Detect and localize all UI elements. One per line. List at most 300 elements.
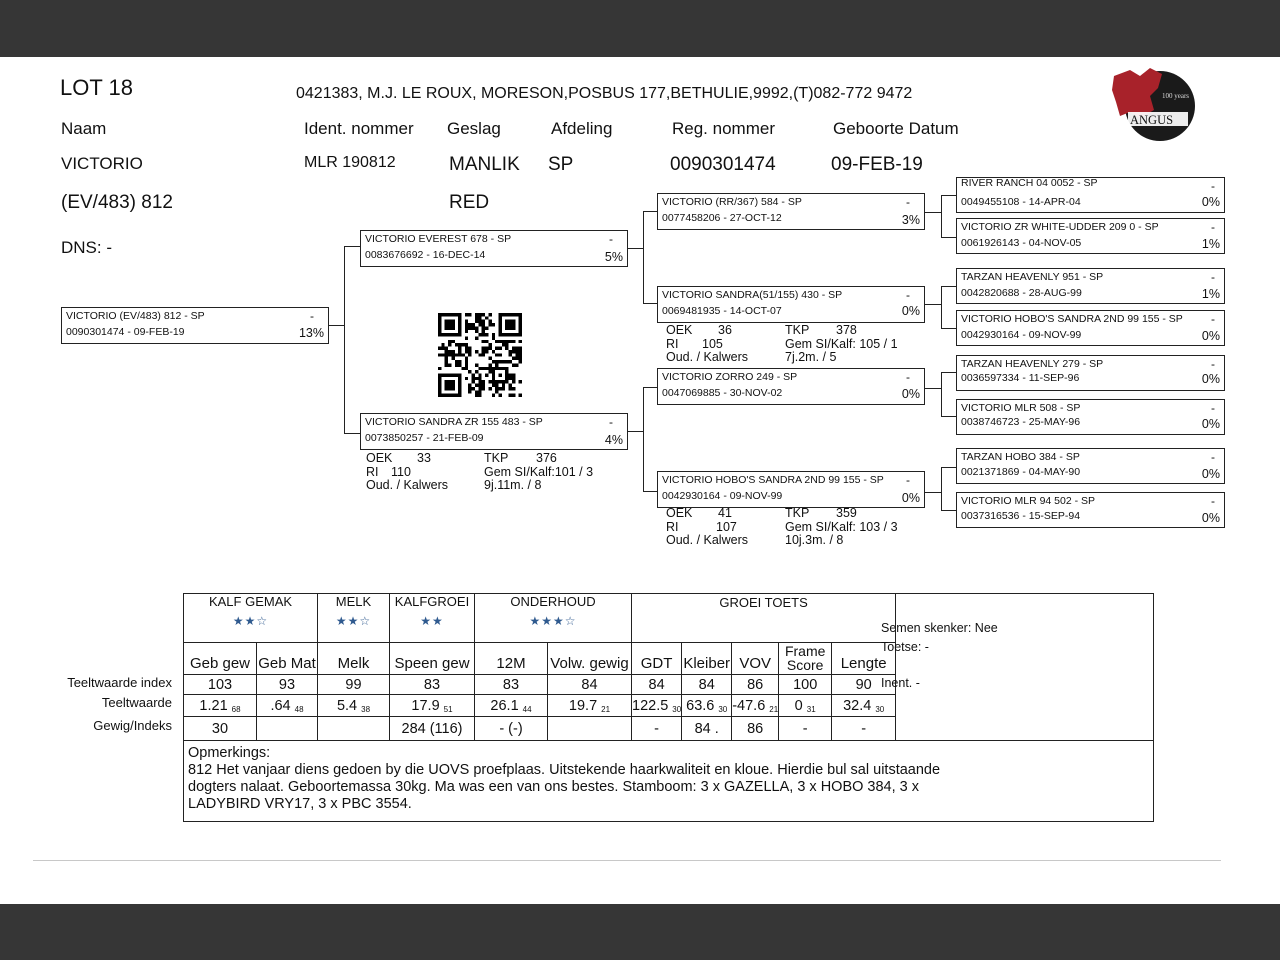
pedigree-name: VICTORIO ZORRO 249 - SP <box>662 371 798 383</box>
ri-value: 105 <box>702 336 723 351</box>
pedigree-name: RIVER RANCH 04 0052 - SP <box>961 177 1098 189</box>
qr-module <box>515 347 518 350</box>
weight-cell <box>548 717 632 741</box>
connector <box>941 510 956 511</box>
qr-module <box>465 363 468 366</box>
ebv-table <box>183 593 896 741</box>
qr-module <box>475 394 478 397</box>
qr-module <box>498 320 501 323</box>
qr-module <box>498 373 501 376</box>
pedigree-mark: - <box>1211 312 1215 326</box>
qr-module <box>498 347 501 350</box>
qr-module <box>478 384 481 387</box>
pedigree-pct: 0% <box>1201 372 1220 386</box>
qr-module <box>478 323 481 326</box>
qr-module <box>438 380 441 383</box>
qr-module <box>465 360 468 363</box>
pedigree-name: VICTORIO EVEREST 678 - SP <box>365 233 512 245</box>
qr-module <box>458 387 461 390</box>
column-header: Volw. gewig <box>548 643 632 675</box>
qr-module <box>451 394 454 397</box>
connector <box>925 212 942 213</box>
qr-module <box>458 313 461 316</box>
qr-module <box>468 370 471 373</box>
index-cell: 93 <box>257 675 318 695</box>
ebv-value: .64 <box>270 697 291 714</box>
weight-cell <box>257 717 318 741</box>
qr-module <box>458 350 461 353</box>
qr-module <box>451 333 454 336</box>
qr-module <box>445 363 448 366</box>
qr-module <box>438 384 441 387</box>
qr-module <box>451 326 454 329</box>
qr-module <box>485 333 488 336</box>
qr-module <box>495 363 498 366</box>
qr-module <box>505 313 508 316</box>
qr-module <box>472 323 475 326</box>
qr-module <box>509 350 512 353</box>
pedigree-detail: 0090301474 - 09-FEB-19 <box>66 326 185 338</box>
qr-module <box>445 333 448 336</box>
column-header: VOV <box>732 643 779 675</box>
qr-module <box>519 360 522 363</box>
qr-module <box>512 326 515 329</box>
index-cell: 83 <box>475 675 548 695</box>
qr-module <box>445 350 448 353</box>
ebv-cell <box>390 695 475 717</box>
connector <box>941 237 956 238</box>
pedigree-detail: 0049455108 - 14-APR-04 <box>961 196 1081 208</box>
pedigree-pct: 4% <box>604 433 623 447</box>
pedigree-detail: 0083676692 - 16-DEC-14 <box>365 249 486 261</box>
qr-module <box>441 353 444 356</box>
index-cell: 84 <box>632 675 682 695</box>
ebv-accuracy: 21 <box>601 704 611 714</box>
ebv-cell <box>779 695 832 717</box>
qr-module <box>458 330 461 333</box>
qr-module <box>505 333 508 336</box>
qr-module <box>478 333 481 336</box>
qr-module <box>498 340 501 343</box>
qr-module <box>509 377 512 380</box>
qr-module <box>482 380 485 383</box>
qr-module <box>495 387 498 390</box>
qr-module <box>455 373 458 376</box>
qr-module <box>468 384 471 387</box>
ebv-value: 17.9 <box>411 697 440 714</box>
qr-module <box>465 326 468 329</box>
qr-module <box>509 323 512 326</box>
qr-module <box>451 340 454 343</box>
ebv-cell <box>184 695 257 717</box>
pedigree-pct: 3% <box>901 213 920 227</box>
pedigree-mark: - <box>1211 494 1215 508</box>
qr-module <box>512 394 515 397</box>
ebv-cell <box>318 695 390 717</box>
qr-module <box>498 323 501 326</box>
pedigree-gg-8 <box>956 492 1225 528</box>
oud-value: 9j.11m. / 8 <box>484 478 542 492</box>
column-header: Geb gew <box>184 643 257 675</box>
tkp-label: TKP <box>484 451 509 465</box>
qr-module <box>478 390 481 393</box>
index-cell: 84 <box>682 675 732 695</box>
qr-module <box>468 353 471 356</box>
qr-module <box>482 387 485 390</box>
qr-module <box>451 357 454 360</box>
column-header: Lengte <box>832 643 896 675</box>
qr-module <box>498 387 501 390</box>
qr-module <box>451 384 454 387</box>
qr-module <box>445 387 448 390</box>
ebv-accuracy: 31 <box>806 704 816 714</box>
group-label: MELK <box>335 594 372 609</box>
qr-module <box>455 353 458 356</box>
qr-code[interactable] <box>436 313 524 397</box>
connector <box>344 433 360 434</box>
qr-module <box>455 343 458 346</box>
qr-module <box>509 326 512 329</box>
pedigree-mark: - <box>906 195 910 209</box>
qr-module <box>465 330 468 333</box>
pedigree-detail: 0037316536 - 15-SEP-94 <box>961 510 1081 522</box>
qr-module <box>485 373 488 376</box>
qr-module <box>482 320 485 323</box>
pedigree-pct: 1% <box>1201 287 1220 301</box>
qr-module <box>465 347 468 350</box>
qr-module <box>495 384 498 387</box>
qr-module <box>498 326 501 329</box>
qr-module <box>448 353 451 356</box>
qr-module <box>492 350 495 353</box>
label-naam: Naam <box>61 119 107 138</box>
qr-module <box>468 387 471 390</box>
connector <box>941 328 956 329</box>
connector <box>941 416 956 417</box>
pedigree-name: VICTORIO (RR/367) 584 - SP <box>662 196 802 208</box>
qr-module <box>492 373 495 376</box>
connector <box>941 195 942 238</box>
index-cell: 100 <box>779 675 832 695</box>
qr-module <box>519 353 522 356</box>
qr-module <box>472 387 475 390</box>
qr-module <box>458 353 461 356</box>
qr-module <box>509 373 512 376</box>
qr-module <box>482 326 485 329</box>
label-ident: Ident. nommer <box>304 119 414 138</box>
qr-module <box>498 333 501 336</box>
qr-module <box>498 313 501 316</box>
qr-module <box>482 323 485 326</box>
qr-module <box>502 333 505 336</box>
qr-module <box>472 380 475 383</box>
qr-module <box>451 323 454 326</box>
qr-module <box>438 367 441 370</box>
weight-cell: - <box>832 717 896 741</box>
qr-module <box>478 394 481 397</box>
qr-module <box>478 353 481 356</box>
pedigree-name: VICTORIO HOBO'S SANDRA 2ND 99 155 - SP <box>961 313 1183 325</box>
connector <box>344 246 345 434</box>
group-label: KALFGROEI <box>394 594 470 609</box>
qr-module <box>515 353 518 356</box>
qr-module <box>438 373 441 376</box>
qr-module <box>478 313 481 316</box>
qr-module <box>458 316 461 319</box>
qr-module <box>465 337 468 340</box>
qr-module <box>519 320 522 323</box>
qr-module <box>519 350 522 353</box>
sire-dam-stats <box>666 324 925 365</box>
qr-module <box>475 316 478 319</box>
qr-module <box>498 367 501 370</box>
qr-module <box>512 380 515 383</box>
qr-module <box>482 350 485 353</box>
qr-module <box>509 353 512 356</box>
pedigree-pct: 5% <box>604 250 623 264</box>
weight-cell: 30 <box>184 717 257 741</box>
label-geboorte: Geboorte Datum <box>833 119 959 138</box>
qr-module <box>438 377 441 380</box>
qr-module <box>498 394 501 397</box>
qr-module <box>455 360 458 363</box>
connector <box>925 492 942 493</box>
qr-module <box>468 347 471 350</box>
top-bar <box>0 0 1280 57</box>
qr-module <box>468 390 471 393</box>
pedigree-gg-7 <box>956 448 1225 484</box>
qr-module <box>438 330 441 333</box>
qr-module <box>502 343 505 346</box>
qr-module <box>488 323 491 326</box>
qr-module <box>509 313 512 316</box>
qr-module <box>475 390 478 393</box>
qr-module <box>478 380 481 383</box>
oek-value: 36 <box>718 323 732 337</box>
tkp-value: 376 <box>536 451 557 465</box>
qr-module <box>475 313 478 316</box>
connector <box>643 387 644 492</box>
qr-module <box>455 394 458 397</box>
oud-label: Oud. / Kalwers <box>666 533 748 547</box>
pedigree-mark: - <box>1211 357 1215 371</box>
qr-module <box>445 313 448 316</box>
remarks-text: 812 Het vanjaar diens gedoen by die UOVS proefplaas. Uitstekende haarkwaliteit en kloue. Hierdie bul sal uitstaande dogters nalaat. Geboortemassa 30kg. Ma was een van ons bestes. Stamboom: 3 x GAZELLA, 3 x HOBO 384, 3 x LADYBIRD VRY17, 3 x PBC 3554. <box>188 762 941 812</box>
star-rating: ★★☆ <box>232 614 269 628</box>
qr-module <box>438 333 441 336</box>
ri-value: 110 <box>391 464 411 479</box>
qr-module <box>465 357 468 360</box>
qr-module <box>445 357 448 360</box>
qr-module <box>482 367 485 370</box>
qr-module <box>445 384 448 387</box>
qr-module <box>478 320 481 323</box>
index-cell: 103 <box>184 675 257 695</box>
weight-cell: - <box>779 717 832 741</box>
qr-module <box>438 353 441 356</box>
pedigree-sire <box>360 230 628 267</box>
qr-module <box>455 333 458 336</box>
qr-module <box>492 337 495 340</box>
pedigree-mark: - <box>310 309 314 323</box>
pedigree-name: VICTORIO SANDRA ZR 155 483 - SP <box>365 416 543 428</box>
connector <box>329 325 345 326</box>
pedigree-mark: - <box>906 370 910 384</box>
qr-module <box>448 320 451 323</box>
qr-module <box>465 377 468 380</box>
qr-module <box>441 347 444 350</box>
group-label: KALF GEMAK <box>208 594 293 609</box>
row-label-gewig: Gewig/Indeks <box>93 718 172 733</box>
label-reg: Reg. nommer <box>672 119 775 138</box>
pedigree-pct: 0% <box>1201 417 1220 431</box>
qr-module <box>448 343 451 346</box>
pedigree-mark: - <box>1211 179 1215 193</box>
tkp-value: 359 <box>836 506 857 520</box>
pedigree-mark: - <box>906 473 910 487</box>
pedigree-dam-sire <box>657 368 925 405</box>
qr-module <box>462 367 465 370</box>
column-header: Geb Mat <box>257 643 318 675</box>
oek-label: OEK <box>666 506 693 520</box>
star-rating: ★★ <box>420 614 444 628</box>
qr-module <box>465 320 468 323</box>
qr-module <box>448 326 451 329</box>
qr-module <box>478 387 481 390</box>
ebv-cell <box>548 695 632 717</box>
pedigree-name: VICTORIO ZR WHITE-UDDER 209 0 - SP <box>961 221 1159 233</box>
oud-label: Oud. / Kalwers <box>366 478 448 492</box>
qr-module <box>438 316 441 319</box>
group-label: GROEI TOETS <box>719 595 808 610</box>
qr-module <box>509 394 512 397</box>
pedigree-mark: - <box>609 415 613 429</box>
qr-module <box>519 330 522 333</box>
qr-module <box>505 367 508 370</box>
ebv-cell <box>732 695 779 717</box>
qr-module <box>502 387 505 390</box>
ebv-value: 1.21 <box>199 697 228 714</box>
qr-module <box>488 370 491 373</box>
ebv-cell <box>632 695 682 717</box>
qr-module <box>441 333 444 336</box>
ebv-cell <box>475 695 548 717</box>
qr-module <box>475 320 478 323</box>
qr-module <box>488 380 491 383</box>
qr-module <box>512 387 515 390</box>
qr-module <box>495 367 498 370</box>
qr-module <box>475 363 478 366</box>
qr-module <box>458 377 461 380</box>
qr-module <box>512 373 515 376</box>
pedigree-detail: 0042820688 - 28-AUG-99 <box>961 287 1082 299</box>
qr-module <box>472 373 475 376</box>
connector <box>941 195 956 196</box>
qr-module <box>512 350 515 353</box>
pedigree-mark: - <box>1211 401 1215 415</box>
qr-module <box>495 360 498 363</box>
qr-module <box>502 360 505 363</box>
qr-module <box>465 350 468 353</box>
weight-cell: 84 . <box>682 717 732 741</box>
pedigree-name: VICTORIO (EV/483) 812 - SP <box>66 310 205 322</box>
qr-module <box>519 313 522 316</box>
qr-module <box>509 333 512 336</box>
connector <box>643 303 657 304</box>
gem-value: Gem SI/Kalf: 105 / 1 <box>785 336 898 351</box>
qr-module <box>512 340 515 343</box>
tkp-label: TKP <box>785 506 810 520</box>
qr-module <box>455 313 458 316</box>
connector <box>941 286 942 329</box>
qr-module <box>438 320 441 323</box>
ebv-value: 5.4 <box>336 697 358 714</box>
qr-module <box>502 380 505 383</box>
qr-module <box>512 347 515 350</box>
qr-module <box>498 316 501 319</box>
qr-module <box>505 323 508 326</box>
connector <box>643 211 657 212</box>
ri-label: RI <box>366 464 379 479</box>
column-header: Kleiber <box>682 643 732 675</box>
pedigree-detail: 0036597334 - 11-SEP-96 <box>961 372 1080 384</box>
qr-module <box>475 377 478 380</box>
qr-module <box>512 357 515 360</box>
weight-cell: - (-) <box>475 717 548 741</box>
qr-module <box>509 340 512 343</box>
owner-line: 0421383, M.J. LE ROUX, MORESON,POSBUS 177,BETHULIE,9992,(T)082-772 9472 <box>296 85 913 102</box>
qr-module <box>515 313 518 316</box>
qr-module <box>451 387 454 390</box>
qr-module <box>502 313 505 316</box>
qr-module <box>448 333 451 336</box>
footer-divider <box>33 860 1221 861</box>
qr-module <box>448 350 451 353</box>
pedigree-subject <box>61 307 329 344</box>
oud-value: 10j.3m. / 8 <box>785 533 844 547</box>
pedigree-name: VICTORIO HOBO'S SANDRA 2ND 99 155 - SP <box>662 474 884 486</box>
ebv-cell <box>257 695 318 717</box>
star-rating: ★★☆ <box>335 614 372 628</box>
qr-module <box>458 333 461 336</box>
qr-module <box>505 370 508 373</box>
qr-module <box>519 380 522 383</box>
oek-label: OEK <box>366 451 393 465</box>
qr-module <box>445 326 448 329</box>
tests: Toetse: - <box>881 640 929 654</box>
qr-module <box>468 326 471 329</box>
group-kalf-gemak <box>184 594 318 643</box>
qr-module <box>502 367 505 370</box>
qr-module <box>445 394 448 397</box>
connector <box>925 304 942 305</box>
qr-module <box>515 350 518 353</box>
qr-module <box>502 340 505 343</box>
gem-value: Gem SI/Kalf: 103 / 3 <box>785 519 898 534</box>
connector <box>941 372 942 417</box>
qr-module <box>458 347 461 350</box>
qr-module <box>441 343 444 346</box>
qr-module <box>495 390 498 393</box>
pedigree-name: TARZAN HEAVENLY 279 - SP <box>961 358 1104 370</box>
connector <box>643 387 657 388</box>
qr-module <box>512 333 515 336</box>
animal-name-2: (EV/483) 812 <box>61 192 173 213</box>
qr-module <box>512 363 515 366</box>
ebv-accuracy: 48 <box>294 704 304 714</box>
qr-module <box>451 320 454 323</box>
qr-module <box>488 320 491 323</box>
